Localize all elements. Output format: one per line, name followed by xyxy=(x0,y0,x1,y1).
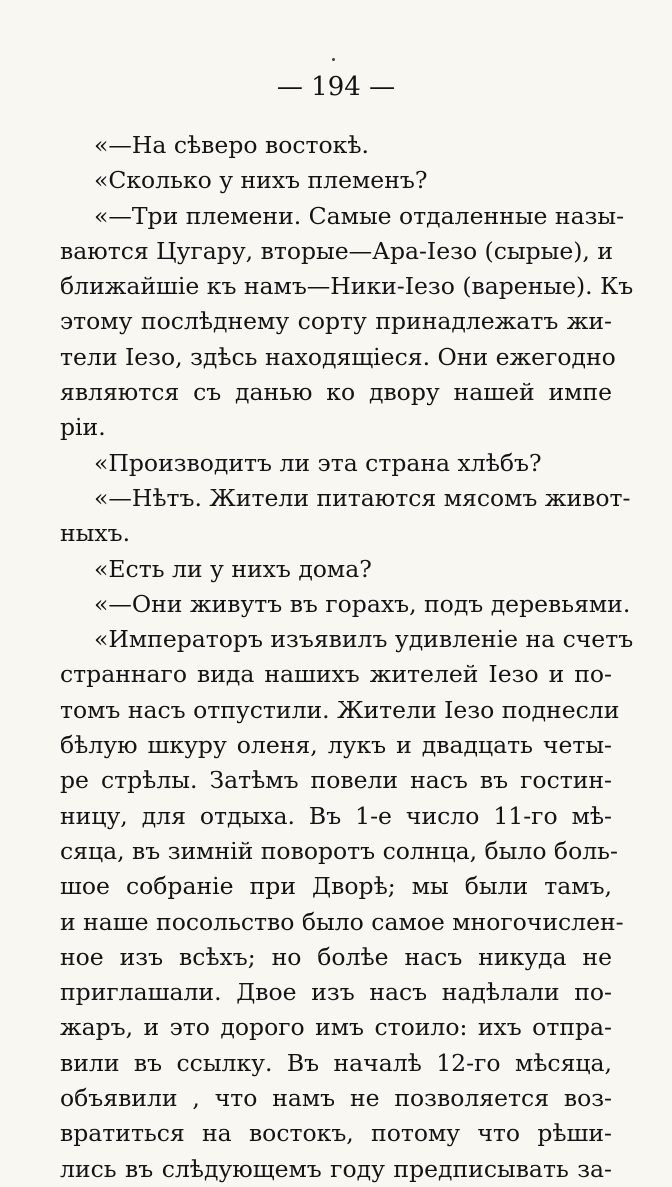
text-line: и наше посольство было самое многочислен- xyxy=(60,907,624,936)
text-line: ближайшіе къ намъ—Ники-Іезо (вареные). Къ xyxy=(60,272,634,301)
text-line: ныхъ. xyxy=(60,519,131,548)
text-line: сяца, въ зимній поворотъ солнца, было боль- xyxy=(60,836,618,865)
text-line: «Императоръ изъявилъ удивленіе на счетъ xyxy=(94,625,634,654)
text-line: страннаго вида нашихъ жителей Іезо и по- xyxy=(60,660,612,689)
text-line: ріи. xyxy=(60,413,106,442)
text-line: этому послѣднему сорту принадлежатъ жи- xyxy=(60,307,612,336)
text-line: ницу, для отдыха. Въ 1-е число 11-го мѣ- xyxy=(60,801,612,830)
text-line: вратиться на востокъ, потому что рѣши- xyxy=(60,1119,612,1148)
text-line: «Есть ли у нихъ дома? xyxy=(94,554,372,583)
text-line: приглашали. Двое изъ насъ надѣлали по- xyxy=(60,978,612,1007)
text-line: лись въ слѣдующемъ году предписывать за- xyxy=(60,1154,612,1183)
text-line: «—Они живутъ въ горахъ, подъ деревьями. xyxy=(94,589,631,618)
text-line: шое собраніе при Дворѣ; мы были тамъ, xyxy=(60,872,612,901)
text-line: «Производитъ ли эта страна хлѣбъ? xyxy=(94,448,542,477)
text-line: являются съ данью ко двору нашей импе xyxy=(60,378,612,407)
text-line: «Сколько у нихъ племенъ? xyxy=(94,166,428,195)
text-line: «—Нѣтъ. Жители питаются мясомъ живот- xyxy=(94,483,631,512)
text-line: ное изъ всѣхъ; но болѣе насъ никуда не xyxy=(60,942,612,971)
text-line: жаръ, и это дорого имъ стоило: ихъ отпра- xyxy=(60,1013,612,1042)
text-line: бѣлую шкуру оленя, лукъ и двадцать четы- xyxy=(60,731,612,760)
text-line: ре стрѣлы. Затѣмъ повели насъ въ гостин- xyxy=(60,766,612,795)
text-line: вили въ ссылку. Въ началѣ 12-го мѣсяца, xyxy=(60,1048,612,1077)
print-speck xyxy=(332,58,335,61)
text-line: «—Три племени. Самые отдаленные назы- xyxy=(94,201,625,230)
text-line: томъ насъ отпустили. Жители Іезо поднесли xyxy=(60,695,620,724)
page-number: — 194 — xyxy=(276,72,396,102)
text-line: тели Іезо, здѣсь находящіеся. Они ежегодно xyxy=(60,342,616,371)
text-line: ваются Цугару, вторые—Ара-Іезо (сырые), и xyxy=(60,236,614,265)
text-line: объявили , что намъ не позволяется воз- xyxy=(60,1084,612,1113)
body-text xyxy=(60,128,634,1187)
text-line: «—На сѣверо востокѣ. xyxy=(94,131,370,159)
